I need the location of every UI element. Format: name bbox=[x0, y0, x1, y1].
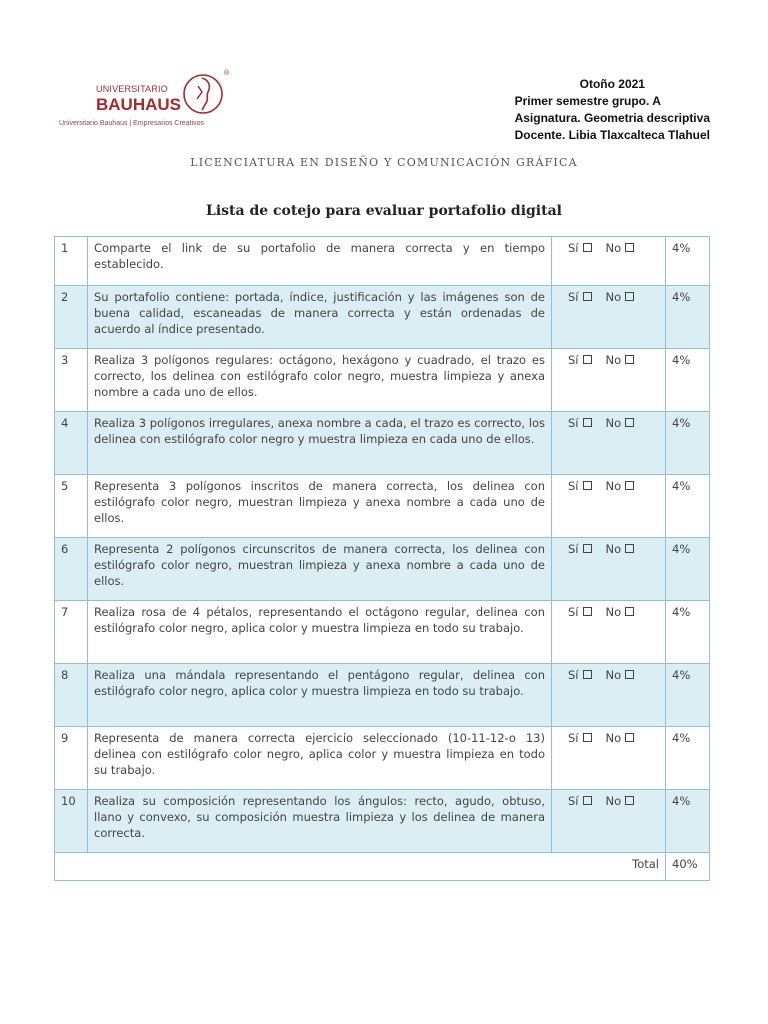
item-percentage: 4% bbox=[666, 664, 710, 727]
item-percentage: 4% bbox=[666, 286, 710, 349]
item-number: 5 bbox=[55, 475, 88, 538]
checklist-row bbox=[55, 538, 710, 601]
yes-no-options bbox=[552, 538, 666, 601]
item-percentage: 4% bbox=[666, 349, 710, 412]
checklist-row bbox=[55, 349, 710, 412]
item-number: 1 bbox=[55, 237, 88, 286]
checklist-row bbox=[55, 286, 710, 349]
yes-no-options bbox=[552, 349, 666, 412]
checklist-row bbox=[55, 412, 710, 475]
item-percentage: 4% bbox=[666, 237, 710, 286]
yes-checkbox[interactable] bbox=[583, 733, 592, 742]
no-checkbox[interactable] bbox=[625, 670, 634, 679]
item-number: 2 bbox=[55, 286, 88, 349]
total-row bbox=[55, 853, 710, 881]
yes-label: Sí bbox=[568, 668, 579, 682]
yes-label: Sí bbox=[568, 416, 579, 430]
yes-no-options bbox=[552, 237, 666, 286]
item-percentage: 4% bbox=[666, 538, 710, 601]
no-checkbox[interactable] bbox=[625, 292, 634, 301]
item-percentage: 4% bbox=[666, 475, 710, 538]
no-label: No bbox=[605, 605, 622, 619]
no-label: No bbox=[605, 416, 622, 430]
item-description: Realiza rosa de 4 pétalos, representando el octágono regular, delinea con estilógrafo color negro, aplica color y muestra limpieza en todo su trabajo. bbox=[88, 601, 552, 664]
item-number: 9 bbox=[55, 727, 88, 790]
no-label: No bbox=[605, 290, 622, 304]
checklist-row bbox=[55, 790, 710, 853]
program-name: LICENCIATURA EN DISEÑO Y COMUNICACIÓN GRÁFICA bbox=[190, 156, 578, 169]
logo-line-1: UNIVERSITARIO bbox=[96, 84, 168, 94]
checklist-row bbox=[55, 601, 710, 664]
no-checkbox[interactable] bbox=[625, 355, 634, 364]
yes-checkbox[interactable] bbox=[583, 670, 592, 679]
checklist-table bbox=[54, 236, 710, 881]
subject: Asignatura. Geometria descriptiva bbox=[514, 111, 710, 125]
yes-checkbox[interactable] bbox=[583, 292, 592, 301]
checklist-row bbox=[55, 664, 710, 727]
item-number: 8 bbox=[55, 664, 88, 727]
item-description: Su portafolio contiene: portada, índice, justificación y las imágenes son de buena calidad, escaneadas de manera correcta y están ordenadas de acuerdo al índice presentado. bbox=[88, 286, 552, 349]
yes-label: Sí bbox=[568, 731, 579, 745]
registered-mark: ® bbox=[224, 70, 230, 77]
no-label: No bbox=[605, 479, 622, 493]
no-label: No bbox=[605, 353, 622, 367]
item-description: Realiza 3 polígonos irregulares, anexa nombre a cada, el trazo es correcto, los delinea con estilógrafo color negro y muestra limpieza en cada uno de ellos. bbox=[88, 412, 552, 475]
item-percentage: 4% bbox=[666, 790, 710, 853]
yes-label: Sí bbox=[568, 605, 579, 619]
yes-label: Sí bbox=[568, 542, 579, 556]
document-title: Lista de cotejo para evaluar portafolio digital bbox=[206, 203, 562, 219]
checklist-row bbox=[55, 727, 710, 790]
course-info bbox=[515, 76, 710, 144]
item-description: Representa de manera correcta ejercicio seleccionado (10-11-12-o 13) delinea con estilógrafo color negro, aplica color y muestra limpieza en todo su trabajo. bbox=[88, 727, 552, 790]
yes-checkbox[interactable] bbox=[583, 796, 592, 805]
teacher: Docente. Libia Tlaxcalteca Tlahuel bbox=[514, 128, 710, 142]
yes-checkbox[interactable] bbox=[583, 243, 592, 252]
item-number: 3 bbox=[55, 349, 88, 412]
no-checkbox[interactable] bbox=[625, 243, 634, 252]
item-number: 4 bbox=[55, 412, 88, 475]
yes-no-options bbox=[552, 790, 666, 853]
no-checkbox[interactable] bbox=[625, 418, 634, 427]
yes-checkbox[interactable] bbox=[583, 607, 592, 616]
no-label: No bbox=[605, 731, 622, 745]
no-label: No bbox=[605, 241, 622, 255]
yes-checkbox[interactable] bbox=[583, 418, 592, 427]
item-percentage: 4% bbox=[666, 601, 710, 664]
item-description: Comparte el link de su portafolio de manera correcta y en tiempo establecido. bbox=[88, 237, 552, 286]
no-label: No bbox=[605, 542, 622, 556]
yes-no-options bbox=[552, 601, 666, 664]
item-description: Realiza 3 polígonos regulares: octágono, hexágono y cuadrado, el trazo es correcto, los delinea con estilógrafo color negro, muestra limpieza y anexa nombre a cada uno de ellos. bbox=[88, 349, 552, 412]
yes-label: Sí bbox=[568, 241, 579, 255]
item-number: 7 bbox=[55, 601, 88, 664]
yes-no-options bbox=[552, 412, 666, 475]
yes-checkbox[interactable] bbox=[583, 355, 592, 364]
item-number: 6 bbox=[55, 538, 88, 601]
total-value: 40% bbox=[666, 853, 710, 881]
item-description: Representa 2 polígonos circunscritos de manera correcta, los delinea con estilógrafo color negro, muestran limpieza y anexa nombre a cada uno de ellos. bbox=[88, 538, 552, 601]
no-checkbox[interactable] bbox=[625, 481, 634, 490]
no-checkbox[interactable] bbox=[625, 796, 634, 805]
yes-no-options bbox=[552, 727, 666, 790]
item-description: Realiza una mándala representando el pentágono regular, delinea con estilógrafo color negro, aplica color y muestra limpieza en todo su trabajo. bbox=[88, 664, 552, 727]
logo-tagline: Universitario Bauhaus | Empresarios Creativos bbox=[59, 120, 204, 127]
no-label: No bbox=[605, 668, 622, 682]
no-checkbox[interactable] bbox=[625, 607, 634, 616]
item-description: Representa 3 polígonos inscritos de manera correcta, los delinea con estilógrafo color negro, muestran limpieza y anexa nombre a cada uno de ellos. bbox=[88, 475, 552, 538]
item-percentage: 4% bbox=[666, 727, 710, 790]
yes-checkbox[interactable] bbox=[583, 481, 592, 490]
no-checkbox[interactable] bbox=[625, 733, 634, 742]
item-number: 10 bbox=[55, 790, 88, 853]
yes-label: Sí bbox=[568, 353, 579, 367]
yes-no-options bbox=[552, 664, 666, 727]
no-label: No bbox=[605, 794, 622, 808]
group: Primer semestre grupo. A bbox=[514, 94, 661, 108]
item-description: Realiza su composición representando los ángulos: recto, agudo, obtuso, llano y convexo, su composición muestra limpieza y los delinea de manera correcta. bbox=[88, 790, 552, 853]
yes-no-options bbox=[552, 475, 666, 538]
total-label: Total bbox=[55, 853, 666, 881]
yes-no-options bbox=[552, 286, 666, 349]
yes-label: Sí bbox=[568, 290, 579, 304]
item-percentage: 4% bbox=[666, 412, 710, 475]
yes-label: Sí bbox=[568, 479, 579, 493]
checklist-row bbox=[55, 237, 710, 286]
yes-label: Sí bbox=[568, 794, 579, 808]
university-logo bbox=[56, 66, 246, 136]
profile-emblem-icon bbox=[182, 68, 232, 118]
logo-line-2: BAUHAUS bbox=[96, 95, 181, 114]
checklist-row bbox=[55, 475, 710, 538]
yes-checkbox[interactable] bbox=[583, 544, 592, 553]
semester: Otoño 2021 bbox=[579, 77, 645, 91]
no-checkbox[interactable] bbox=[625, 544, 634, 553]
